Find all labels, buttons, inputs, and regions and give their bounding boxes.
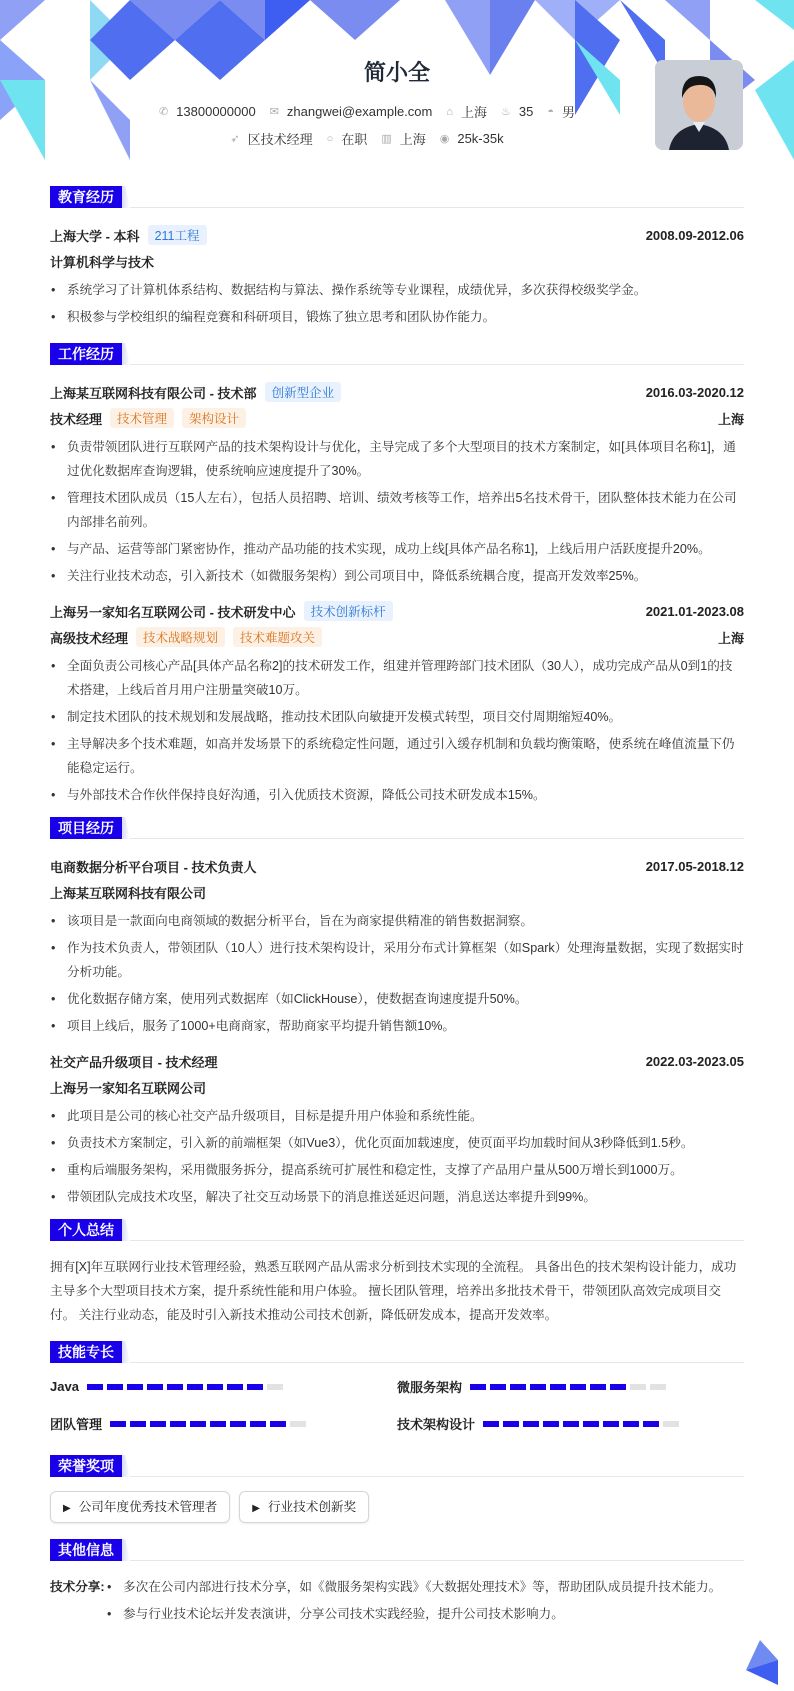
role-tag: 技术难题攻关	[233, 627, 322, 647]
projects-section	[50, 817, 744, 1209]
list-item: • 优化数据存储方案，使用列式数据库（如ClickHouse），使数据查询速度提升50%。	[50, 987, 744, 1011]
skill-level-segment	[170, 1421, 186, 1427]
work-city: 上海	[717, 411, 744, 427]
building-icon: ▥	[381, 133, 392, 145]
list-item: • 管理技术团队成员（15人左右），包括人员招聘、培训、绩效考核等工作，培养出5名技术骨干，团队整体技术能力在公司内部排名前列。	[50, 486, 744, 534]
gender-icon: ◓	[547, 105, 555, 118]
project-name: 电商数据分析平台项目 - 技术负责人	[50, 859, 257, 875]
skill-level-segment	[230, 1421, 246, 1427]
work-city: 上海	[717, 630, 744, 646]
salary-icon: ◉	[439, 133, 450, 145]
list-item: • 与产品、运营等部门紧密协作，推动产品功能的技术实现，成功上线[具体产品名称1]，上线后用户活跃度提升20%。	[50, 537, 744, 561]
skill-level-segment	[503, 1421, 519, 1427]
work-section	[50, 343, 744, 807]
list-item: • 此项目是公司的核心社交产品升级项目，目标是提升用户体验和系统性能。	[50, 1104, 744, 1128]
skill-level-segment	[650, 1384, 666, 1390]
skill-level-segment	[663, 1421, 679, 1427]
list-item: • 与外部技术合作伙伴保持良好沟通，引入优质技术资源，降低公司技术研发成本15%。	[50, 783, 744, 807]
skill-level-segment	[623, 1421, 639, 1427]
skill-level-segment	[150, 1421, 166, 1427]
phone-icon: ✆	[158, 106, 169, 118]
candidate-name: 简小全	[363, 60, 430, 85]
summary-text: 拥有[X]年互联网行业技术管理经验，熟悉互联网产品从需求分析到技术实现的全流程。 具备出色的技术架构设计能力，成功主导多个大型项目技术方案，提升系统性能和用户体验。 擅长团队管理，培养出多批技术骨干，带领团队高效完成项目交付。 关注行业动态，能及时引入新技术推动公司技术创新，降低研发成本，提高开发效率。	[50, 1260, 737, 1322]
company: 上海另一家知名互联网公司 - 技术研发中心	[50, 604, 296, 620]
city: 上海	[399, 132, 426, 147]
email: zhangwei@example.com	[286, 104, 433, 119]
work-date: 2021.01-2023.08	[645, 603, 744, 619]
avatar	[655, 60, 743, 150]
project-company: 上海另一家知名互联网公司	[50, 1080, 207, 1096]
work-entry	[50, 379, 744, 588]
major: 计算机科学与技术	[50, 254, 155, 270]
role-tag: 技术管理	[110, 408, 174, 428]
skill-level-segment	[187, 1384, 203, 1390]
work-entry	[50, 598, 744, 807]
company-tag: 技术创新标杆	[304, 601, 393, 621]
skill-level-segment	[87, 1384, 103, 1390]
email-icon: ✉	[269, 106, 279, 118]
company-tag: 创新型企业	[265, 382, 342, 402]
skill-level-segment	[210, 1421, 226, 1427]
send-icon: ➶	[230, 133, 240, 145]
project-entry	[50, 853, 744, 1038]
skill-level-segment	[130, 1421, 146, 1427]
list-item: • 多次在公司内部进行技术分享，如《微服务架构实践》《大数据处理技术》等，帮助团队成员提升技术能力。	[106, 1575, 721, 1599]
section-title-other: 其他信息	[50, 1539, 122, 1561]
list-item: • 系统学习了计算机体系结构、数据结构与算法、操作系统等专业课程，成绩优异，多次获得校级奖学金。	[50, 278, 744, 302]
section-title-summary: 个人总结	[50, 1219, 122, 1241]
list-item: • 项目上线后，服务了1000+电商商家，帮助商家平均提升销售额10%。	[50, 1014, 744, 1038]
skill-level-segment	[147, 1384, 163, 1390]
awards-section	[50, 1455, 744, 1523]
education-section	[50, 186, 744, 329]
skill-level-segment	[643, 1421, 659, 1427]
role-tag: 技术战略规划	[136, 627, 225, 647]
skill-level-segment	[250, 1421, 266, 1427]
skill-level-segment	[610, 1384, 626, 1390]
corner-logo-icon	[740, 1640, 780, 1685]
other-label: 技术分享:	[50, 1580, 105, 1594]
skill-level-segment	[510, 1384, 526, 1390]
skills-section	[50, 1341, 744, 1433]
skill-name: 技术架构设计	[397, 1417, 476, 1432]
list-item: • 全面负责公司核心产品[具体产品名称2]的技术研发工作，组建并管理跨部门技术团队（30人），成功完成产品从0到1的技术搭建，上线后首月用户注册量突破10万。	[50, 654, 744, 702]
other-section	[50, 1539, 744, 1629]
school: 上海大学 - 本科	[50, 228, 140, 244]
salary: 25k-35k	[457, 131, 504, 146]
skill-level-segment	[630, 1384, 646, 1390]
skill-item	[397, 1414, 744, 1433]
skill-level-segment	[227, 1384, 243, 1390]
cake-icon: ♨	[501, 106, 511, 118]
section-title-skills: 技能专长	[50, 1341, 122, 1363]
list-item: • 作为技术负责人，带领团队（10人）进行技术架构设计，采用分布式计算框架（如Spark）处理海量数据，实现了数据实时分析功能。	[50, 936, 744, 984]
summary-section	[50, 1219, 744, 1327]
location: 上海	[461, 105, 488, 120]
skill-level-bar	[483, 1421, 679, 1427]
section-title-education: 教育经历	[50, 186, 122, 208]
skill-name: 团队管理	[50, 1417, 103, 1432]
skill-level-segment	[127, 1384, 143, 1390]
skill-level-segment	[490, 1384, 506, 1390]
home-icon: ⌂	[446, 105, 454, 118]
skill-level-segment	[110, 1421, 126, 1427]
list-item: • 带领团队完成技术攻坚，解决了社交互动场景下的消息推送延迟问题，消息送达率提升到99%。	[50, 1185, 744, 1209]
section-title-awards: 荣誉奖项	[50, 1455, 122, 1477]
skill-level-bar	[110, 1421, 306, 1427]
skill-level-segment	[190, 1421, 206, 1427]
role: 高级技术经理	[50, 630, 129, 646]
resume-header	[0, 0, 794, 186]
skill-level-segment	[550, 1384, 566, 1390]
skill-level-segment	[267, 1384, 283, 1390]
skill-level-segment	[583, 1421, 599, 1427]
gender: 男	[562, 105, 576, 120]
skill-level-segment	[167, 1384, 183, 1390]
skill-item	[50, 1377, 397, 1396]
skill-level-segment	[530, 1384, 546, 1390]
skill-level-segment	[470, 1384, 486, 1390]
skill-level-segment	[523, 1421, 539, 1427]
skill-level-segment	[590, 1384, 606, 1390]
list-item: • 制定技术团队的技术规划和发展战略，推动技术团队向敏捷开发模式转型，项目交付周期缩短40%。	[50, 705, 744, 729]
list-item: • 负责带领团队进行互联网产品的技术架构设计与优化，主导完成了多个大型项目的技术方案制定，如[具体项目名称1]，通过优化数据库查询逻辑，使系统响应速度提升了30%。	[50, 435, 744, 483]
age: 35	[518, 104, 534, 119]
skill-level-segment	[247, 1384, 263, 1390]
list-item: • 参与行业技术论坛并发表演讲，分享公司技术实践经验，提升公司技术影响力。	[106, 1602, 721, 1626]
project-date: 2022.03-2023.05	[645, 1053, 744, 1069]
company: 上海某互联网科技有限公司 - 技术部	[50, 385, 257, 401]
skill-level-segment	[563, 1421, 579, 1427]
award-item: ▶ 公司年度优秀技术管理者	[50, 1491, 230, 1523]
section-title-projects: 项目经历	[50, 817, 122, 839]
project-name: 社交产品升级项目 - 技术经理	[50, 1054, 218, 1070]
list-item: • 积极参与学校组织的编程竞赛和科研项目，锻炼了独立思考和团队协作能力。	[50, 305, 744, 329]
skill-level-segment	[543, 1421, 559, 1427]
skill-level-bar	[87, 1384, 283, 1390]
skill-level-segment	[207, 1384, 223, 1390]
skill-level-segment	[570, 1384, 586, 1390]
role: 技术经理	[50, 411, 103, 427]
list-item: • 关注行业技术动态，引入新技术（如微服务架构）到公司项目中，降低系统耦合度，提高开发效率25%。	[50, 564, 744, 588]
status: 在职	[341, 132, 368, 147]
skill-level-segment	[290, 1421, 306, 1427]
list-item: • 负责技术方案制定，引入新的前端框架（如Vue3），优化页面加载速度，使页面平均加载时间从3秒降低到1.5秒。	[50, 1131, 744, 1155]
position: 区技术经理	[247, 132, 313, 147]
skill-level-segment	[603, 1421, 619, 1427]
phone: 13800000000	[176, 104, 256, 119]
project-entry	[50, 1048, 744, 1209]
school-tag: 211工程	[148, 225, 207, 245]
skill-name: Java	[50, 1379, 79, 1394]
work-date: 2016.03-2020.12	[645, 384, 744, 400]
skill-item	[50, 1414, 397, 1433]
award-item: ▶ 行业技术创新奖	[239, 1491, 369, 1523]
role-tag: 架构设计	[182, 408, 246, 428]
skill-level-segment	[483, 1421, 499, 1427]
list-item: • 重构后端服务架构，采用微服务拆分，提高系统可扩展性和稳定性，支撑了产品用户量从500万增长到1000万。	[50, 1158, 744, 1182]
skill-level-segment	[107, 1384, 123, 1390]
project-date: 2017.05-2018.12	[645, 858, 744, 874]
skill-level-bar	[470, 1384, 666, 1390]
skill-level-segment	[270, 1421, 286, 1427]
skill-name: 微服务架构	[397, 1380, 463, 1395]
section-title-work: 工作经历	[50, 343, 122, 365]
edu-date: 2008.09-2012.06	[645, 227, 744, 243]
status-icon: ○	[326, 132, 334, 145]
list-item: • 该项目是一款面向电商领域的数据分析平台，旨在为商家提供精准的销售数据洞察。	[50, 909, 744, 933]
skill-item	[397, 1377, 744, 1396]
list-item: • 主导解决多个技术难题，如高并发场景下的系统稳定性问题，通过引入缓存机制和负载均衡策略，使系统在峰值流量下仍能稳定运行。	[50, 732, 744, 780]
project-company: 上海某互联网科技有限公司	[50, 885, 207, 901]
